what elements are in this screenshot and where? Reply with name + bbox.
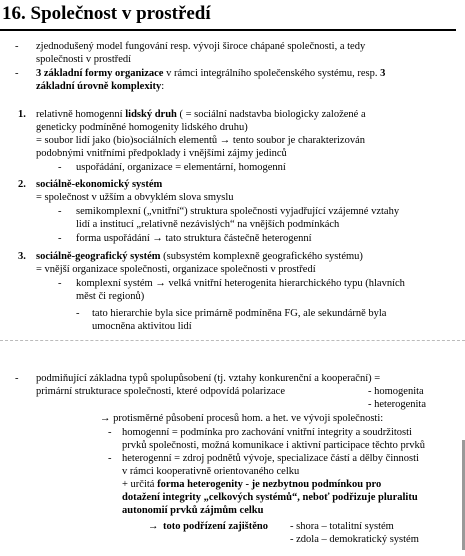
intro-line: 3 základní formy organizace v rámci integrálního společenského systému, resp. 3 — [36, 68, 386, 79]
intro-line: zjednodušený model fungování resp. vývoji široce chápané společnosti, a tedy — [36, 41, 366, 52]
form-subline: měst či regionů) — [76, 291, 145, 302]
section-break — [0, 340, 465, 341]
list-number: 1. — [18, 109, 26, 120]
polarization-option: - homogenita — [368, 386, 424, 397]
form-line: = vnější organizace společnosti, organizace společnosti v prostředí — [36, 264, 316, 275]
intro-line: společnosti v prostředí — [36, 54, 132, 65]
form-title: sociálně-ekonomický systém — [36, 179, 163, 190]
closing-bold-line: + určitá forma heterogenity - je nezbytnou podmínkou pro — [122, 479, 382, 490]
form-line: podobnými vnitřními předpoklady i vnějšími zájmy jedinců — [36, 148, 287, 159]
form-line: relativně homogenní lidský druh ( = sociální nadstavba biologicky založené a — [36, 109, 366, 120]
control-option: - shora – totalitní systém — [290, 521, 394, 532]
bullet-dash: - — [15, 373, 19, 384]
form-subline: forma uspořádání → tato struktura částečně heterogenní — [76, 233, 312, 244]
control-option: - zdola – demokratický systém — [290, 534, 419, 545]
form-subsubline: umocněna aktivitou lidí — [92, 321, 192, 332]
form-subline: komplexní systém → velká vnitřní heterogenita hierarchického typu (hlavních — [76, 278, 405, 289]
form-title: sociálně-geografický systém (subsystém komplexně geografického systému) — [36, 251, 363, 262]
bullet-dash: - — [58, 278, 62, 289]
form-subline: lidí a institucí „relativně nezávislých“ na vnějších podmínkách — [76, 219, 340, 230]
title-underline — [0, 29, 456, 31]
bullet-dash: - — [15, 68, 19, 79]
bullet-dash: - — [108, 453, 112, 464]
closing-line: podmiňující základna typů spolupůsobení (tj. vztahy konkurenční a kooperační) = — [36, 373, 381, 384]
bullet-dash: - — [76, 308, 80, 319]
arrow-line: → protisměrné působení procesů hom. a het. ve vývoji společnosti: — [100, 413, 384, 424]
closing-bold-line: autonomií prvků zájmům celku — [122, 505, 264, 516]
list-number: 2. — [18, 179, 26, 190]
form-subline: semikomplexní („vnitřní“) struktura společnosti vyjadřující vzájemné vztahy — [76, 206, 400, 217]
closing-subline: homogenní = podmínka pro zachování vnitřní integrity a soudržitosti — [122, 427, 412, 438]
page-title: 16. Společnost v prostředí — [2, 3, 211, 24]
bullet-dash: - — [58, 206, 62, 217]
form-subline: uspořádání, organizace = elementární, homogenní — [76, 162, 286, 173]
closing-subline: heterogenní = zdroj podnětů vývoje, specializace částí a dělby činnosti — [122, 453, 419, 464]
form-line: geneticky podmíněné homogenity lidského druhu) — [36, 122, 248, 133]
polarization-option: - heterogenita — [368, 399, 427, 410]
control-label: toto podřízení zajištěno — [163, 521, 268, 532]
form-subsubline: tato hierarchie byla sice primárně podmíněna FG, ale sekundárně byla — [92, 308, 387, 319]
form-line: = soubor lidí jako (bio)sociálních elementů → tento soubor je charakterizován — [36, 135, 365, 146]
intro-line: základní úrovně komplexity: — [36, 81, 165, 92]
arrow-icon: → — [148, 521, 159, 532]
list-number: 3. — [18, 251, 26, 262]
closing-subline: prvků společnosti, možná komunikace i aktivní participace těchto prvků — [122, 440, 425, 451]
closing-bold-line: dotažení integrity „celkových systémů“, neboť podřizuje pluralitu — [122, 492, 418, 503]
bullet-dash: - — [108, 427, 112, 438]
closing-line: primární strukturace společnosti, které odpovídá polarizace — [36, 386, 285, 397]
closing-subline: v rámci kooperativně orientovaného celku — [122, 466, 300, 477]
form-line: = společnost v užším a obvyklém slova smyslu — [36, 192, 234, 203]
bullet-dash: - — [58, 233, 62, 244]
bullet-dash: - — [15, 41, 19, 52]
bullet-dash: - — [58, 162, 62, 173]
